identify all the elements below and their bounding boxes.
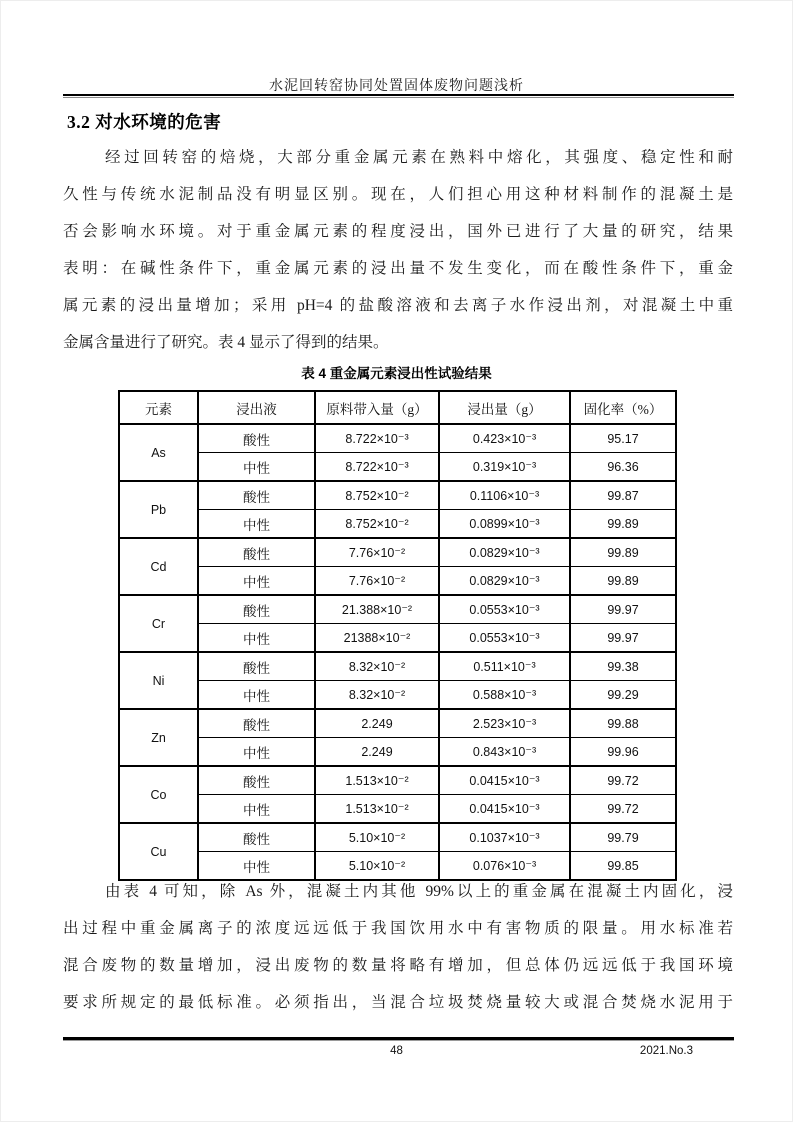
leach-cell: 0.319×10⁻³ xyxy=(439,453,570,482)
leach-cell: 0.0899×10⁻³ xyxy=(439,510,570,539)
paragraph-1 xyxy=(63,139,733,361)
leach-cell: 0.0553×10⁻³ xyxy=(439,624,570,653)
paragraph-line: 否会影响水环境。对于重金属元素的程度浸出，国外已进行了大量的研究，结果 xyxy=(63,223,733,240)
rate-cell: 99.89 xyxy=(570,567,676,596)
element-cell: Zn xyxy=(119,709,198,766)
input-cell: 5.10×10⁻² xyxy=(315,852,439,881)
leach-cell: 0.1106×10⁻³ xyxy=(439,481,570,510)
paragraph-line: 由表 4 可知，除 As 外，混凝土内其他 99%以上的重金属在混凝土内固化，浸 xyxy=(105,883,733,900)
input-cell: 8.752×10⁻² xyxy=(315,510,439,539)
footer-rule xyxy=(63,1037,734,1041)
liquid-cell: 酸性 xyxy=(198,652,315,681)
liquid-cell: 酸性 xyxy=(198,424,315,453)
table-row xyxy=(119,510,676,539)
footer-rule-thin-line xyxy=(63,1040,734,1041)
liquid-cell: 中性 xyxy=(198,852,315,881)
element-cell: Cu xyxy=(119,823,198,880)
rate-cell: 99.97 xyxy=(570,595,676,624)
leach-cell: 0.423×10⁻³ xyxy=(439,424,570,453)
rate-cell: 99.29 xyxy=(570,681,676,710)
liquid-cell: 中性 xyxy=(198,738,315,767)
col-header-element: 元素 xyxy=(119,391,198,424)
col-header-liquid: 浸出液 xyxy=(198,391,315,424)
rate-cell: 99.88 xyxy=(570,709,676,738)
rate-cell: 99.89 xyxy=(570,538,676,567)
rate-cell: 99.96 xyxy=(570,738,676,767)
input-cell: 2.249 xyxy=(315,738,439,767)
paragraph-line: 表明：在碱性条件下，重金属元素的浸出量不发生变化，而在酸性条件下，重金 xyxy=(63,260,733,277)
paragraph-line: 经过回转窑的焙烧，大部分重金属元素在熟料中熔化，其强度、稳定性和耐 xyxy=(105,149,733,166)
table-header-row xyxy=(119,391,676,424)
liquid-cell: 酸性 xyxy=(198,823,315,852)
element-cell: Cd xyxy=(119,538,198,595)
table-row xyxy=(119,538,676,567)
header-rule xyxy=(63,94,734,98)
leach-cell: 0.843×10⁻³ xyxy=(439,738,570,767)
input-cell: 8.752×10⁻² xyxy=(315,481,439,510)
rate-cell: 99.85 xyxy=(570,852,676,881)
leach-cell: 0.076×10⁻³ xyxy=(439,852,570,881)
journal-issue: 2021.No.3 xyxy=(639,1045,693,1057)
table-row xyxy=(119,766,676,795)
input-cell: 8.722×10⁻³ xyxy=(315,424,439,453)
paragraph-line: 要求所规定的最低标准。必须指出，当混合垃圾焚烧量较大或混合焚烧水泥用于 xyxy=(63,994,733,1011)
table-row xyxy=(119,595,676,624)
header-rule-thick-line xyxy=(63,94,734,96)
rate-cell: 99.97 xyxy=(570,624,676,653)
input-cell: 1.513×10⁻² xyxy=(315,766,439,795)
table-row xyxy=(119,481,676,510)
input-cell: 21.388×10⁻² xyxy=(315,595,439,624)
paragraph-2 xyxy=(63,873,733,1021)
col-header-rate: 固化率（%） xyxy=(570,391,676,424)
liquid-cell: 中性 xyxy=(198,681,315,710)
paragraph-line: 金属含量进行了研究。表 4 显示了得到的结果。 xyxy=(63,334,389,351)
input-cell: 7.76×10⁻² xyxy=(315,538,439,567)
page-number: 48 xyxy=(390,1045,403,1057)
table-row xyxy=(119,738,676,767)
table-row xyxy=(119,424,676,453)
paragraph-line: 混合废物的数量增加，浸出废物的数量将略有增加，但总体仍远远低于我国环境 xyxy=(63,957,733,974)
header-rule-thin-line xyxy=(63,97,734,98)
rate-cell: 96.36 xyxy=(570,453,676,482)
rate-cell: 99.89 xyxy=(570,510,676,539)
leach-cell: 2.523×10⁻³ xyxy=(439,709,570,738)
liquid-cell: 中性 xyxy=(198,567,315,596)
input-cell: 2.249 xyxy=(315,709,439,738)
col-header-leach: 浸出量（g） xyxy=(439,391,570,424)
input-cell: 5.10×10⁻² xyxy=(315,823,439,852)
leach-cell: 0.511×10⁻³ xyxy=(439,652,570,681)
element-cell: Cr xyxy=(119,595,198,652)
col-header-input: 原料带入量（g） xyxy=(315,391,439,424)
rate-cell: 99.72 xyxy=(570,766,676,795)
results-table xyxy=(118,390,677,881)
leach-cell: 0.588×10⁻³ xyxy=(439,681,570,710)
liquid-cell: 酸性 xyxy=(198,709,315,738)
input-cell: 21388×10⁻² xyxy=(315,624,439,653)
liquid-cell: 酸性 xyxy=(198,595,315,624)
liquid-cell: 酸性 xyxy=(198,538,315,567)
rate-cell: 99.87 xyxy=(570,481,676,510)
input-cell: 8.32×10⁻² xyxy=(315,681,439,710)
liquid-cell: 中性 xyxy=(198,453,315,482)
liquid-cell: 中性 xyxy=(198,795,315,824)
input-cell: 8.32×10⁻² xyxy=(315,652,439,681)
input-cell: 7.76×10⁻² xyxy=(315,567,439,596)
leach-cell: 0.0829×10⁻³ xyxy=(439,538,570,567)
element-cell: Pb xyxy=(119,481,198,538)
table-row xyxy=(119,795,676,824)
section-heading: 3.2 对水环境的危害 xyxy=(67,112,222,132)
element-cell: Co xyxy=(119,766,198,823)
results-table-container xyxy=(118,390,677,881)
table-row xyxy=(119,652,676,681)
paragraph-line: 久性与传统水泥制品没有明显区别。现在，人们担心用这种材料制作的混凝土是 xyxy=(63,186,733,203)
liquid-cell: 中性 xyxy=(198,624,315,653)
table-row xyxy=(119,567,676,596)
leach-cell: 0.0415×10⁻³ xyxy=(439,795,570,824)
input-cell: 1.513×10⁻² xyxy=(315,795,439,824)
liquid-cell: 酸性 xyxy=(198,766,315,795)
rate-cell: 99.38 xyxy=(570,652,676,681)
leach-cell: 0.0829×10⁻³ xyxy=(439,567,570,596)
leach-cell: 0.1037×10⁻³ xyxy=(439,823,570,852)
table-row xyxy=(119,709,676,738)
running-head-title: 水泥回转窑协同处置固体废物问题浅析 xyxy=(269,79,524,94)
leach-cell: 0.0553×10⁻³ xyxy=(439,595,570,624)
paragraph-line: 属元素的浸出量增加；采用 pH=4 的盐酸溶液和去离子水作浸出剂，对混凝土中重 xyxy=(63,297,733,314)
table-row xyxy=(119,624,676,653)
liquid-cell: 中性 xyxy=(198,510,315,539)
rate-cell: 95.17 xyxy=(570,424,676,453)
rate-cell: 99.72 xyxy=(570,795,676,824)
table-row xyxy=(119,681,676,710)
element-cell: Ni xyxy=(119,652,198,709)
rate-cell: 99.79 xyxy=(570,823,676,852)
input-cell: 8.722×10⁻³ xyxy=(315,453,439,482)
table-row xyxy=(119,823,676,852)
liquid-cell: 酸性 xyxy=(198,481,315,510)
paragraph-line: 出过程中重金属离子的浓度远远低于我国饮用水中有害物质的限量。用水标准若 xyxy=(63,920,733,937)
leach-cell: 0.0415×10⁻³ xyxy=(439,766,570,795)
table-caption: 表 4 重金属元素浸出性试验结果 xyxy=(301,366,492,381)
table-row xyxy=(119,453,676,482)
element-cell: As xyxy=(119,424,198,481)
